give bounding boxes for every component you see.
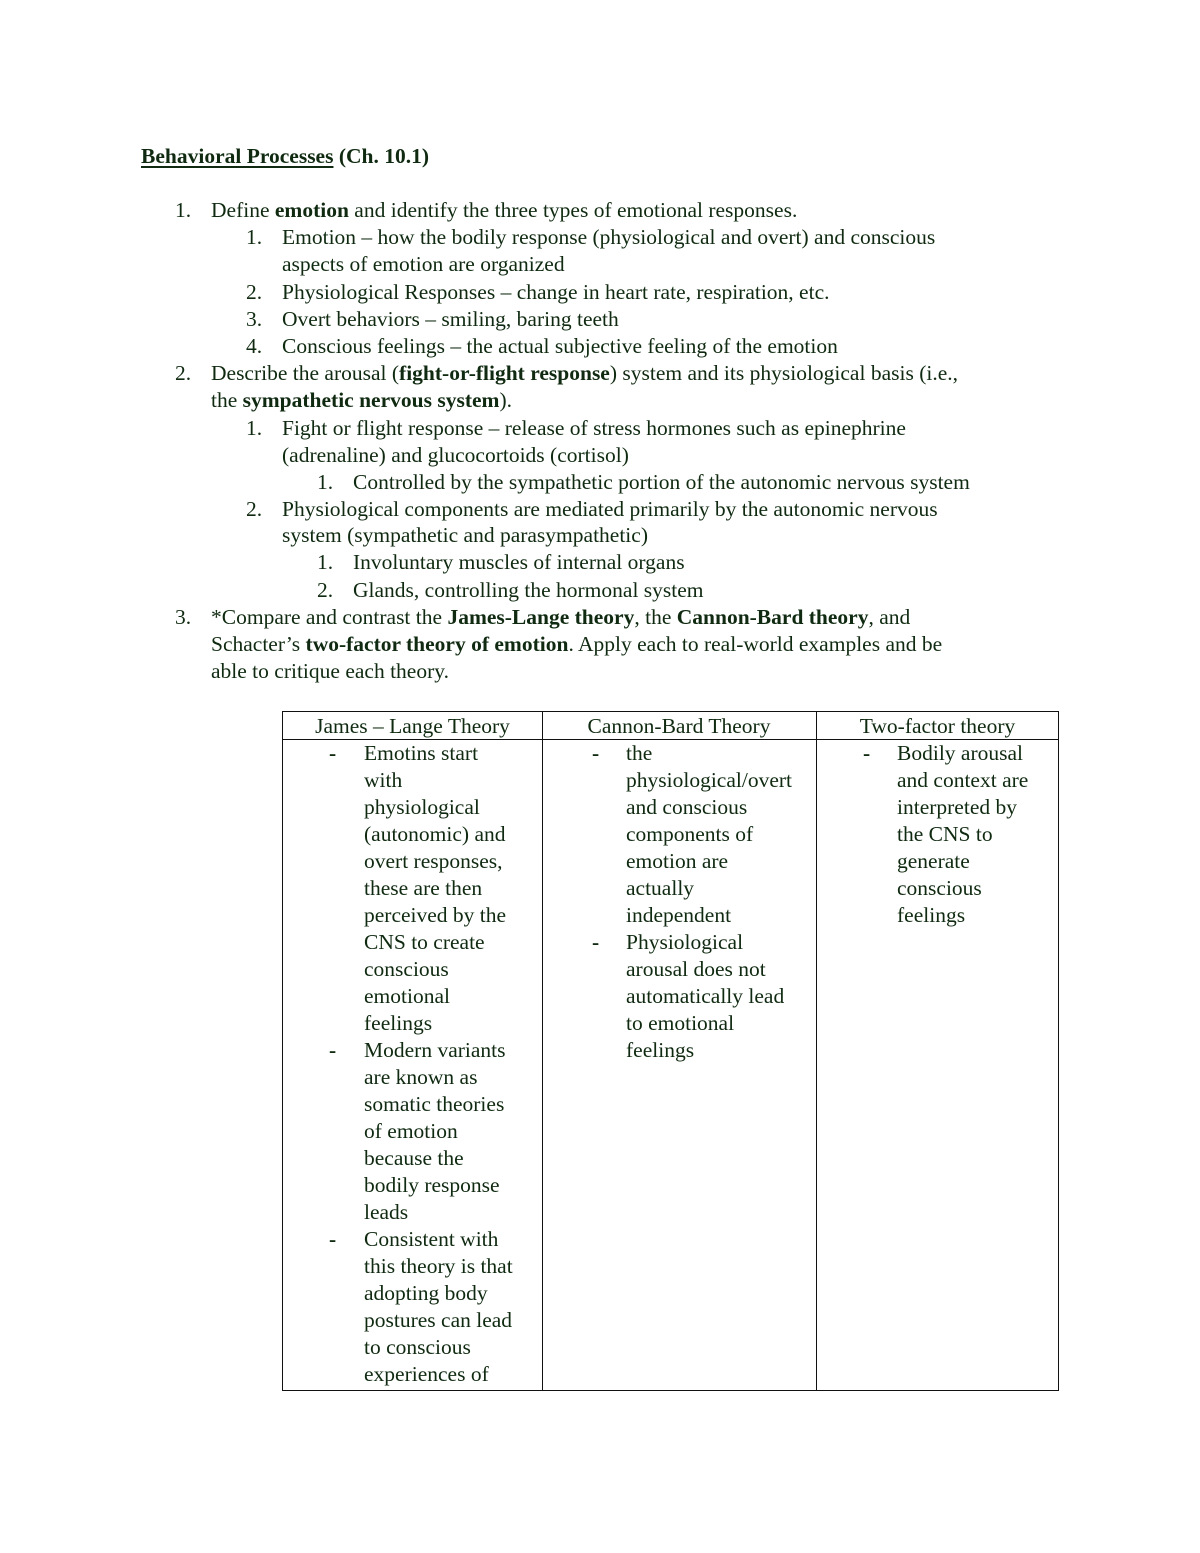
- q3-line2-pre: Schacter’s: [211, 632, 306, 656]
- q2-sub2-sub2-text: Glands, controlling the hormonal system: [353, 578, 704, 602]
- q1-bold-term: emotion: [274, 198, 349, 222]
- q1-sub2-number: 2.: [246, 280, 263, 304]
- table-header-cannon-bard: Cannon-Bard Theory: [587, 714, 771, 738]
- q2-sub2-line1: Physiological components are mediated primarily by the autonomic nervous: [282, 497, 938, 521]
- q2-line1-post: ) system and its physiological basis (i.e.,: [609, 361, 958, 385]
- col1-bullet-line: CNS to create: [364, 930, 485, 954]
- q2-line2-post: ).: [499, 388, 512, 412]
- col3-bullet-line: interpreted by: [897, 795, 1017, 819]
- col2-bullet-item: [626, 929, 784, 1064]
- q2-sub1-line1: Fight or flight response – release of stress hormones such as epinephrine: [282, 416, 906, 440]
- q1-text: [211, 197, 797, 224]
- page-title: [141, 143, 429, 170]
- q2-number: 2.: [175, 361, 192, 385]
- col3-bullet-line: and context are: [897, 768, 1029, 792]
- q1-sub3-number: 3.: [246, 307, 263, 331]
- col2-bullet-line: arousal does not: [626, 957, 766, 981]
- col2-bullet-dash: -: [592, 930, 600, 954]
- q3-bold-james-lange: James-Lange theory: [447, 605, 635, 629]
- col1-bullet-dash: -: [329, 1227, 337, 1251]
- q2-sub2-sub2-number: 2.: [317, 578, 334, 602]
- col1-bullet-line: adopting body: [364, 1281, 488, 1305]
- col2-bullet-line: and conscious: [626, 795, 748, 819]
- table-col-divider-2: [816, 712, 817, 1390]
- q1-sub1-line1: Emotion – how the bodily response (physiological and overt) and conscious: [282, 225, 936, 249]
- col3-bullet-line: the CNS to: [897, 822, 993, 846]
- col3-bullet-line: feelings: [897, 903, 966, 927]
- col1-bullet-line: (autonomic) and: [364, 822, 506, 846]
- col1-bullet-line: this theory is that: [364, 1254, 513, 1278]
- q1-sub1-line2: aspects of emotion are organized: [282, 252, 565, 276]
- col1-bullet-dash: -: [329, 741, 337, 765]
- col2-bullet-line: emotion are: [626, 849, 729, 873]
- col1-bullet-line: physiological: [364, 795, 480, 819]
- q1-sub4-text: Conscious feelings – the actual subjective feeling of the emotion: [282, 334, 838, 358]
- col1-bullet-line: overt responses,: [364, 849, 503, 873]
- q3-bold-two-factor: two-factor theory of emotion: [305, 632, 569, 656]
- q2-sub1-line2: (adrenaline) and glucocortoids (cortisol): [282, 443, 629, 467]
- q3-line1-pre: *Compare and contrast the: [211, 605, 448, 629]
- col1-bullet-line: feelings: [364, 1011, 433, 1035]
- col2-bullet-line: physiological/overt: [626, 768, 792, 792]
- title-chapter: (Ch. 10.1): [333, 144, 430, 168]
- q1-text-post: and identify the three types of emotional responses.: [348, 198, 798, 222]
- q2-sub2-sub1-number: 1.: [317, 550, 334, 574]
- col1-bullet-line: bodily response: [364, 1173, 500, 1197]
- col1-bullet-dash: -: [329, 1038, 337, 1062]
- col1-bullet-line: somatic theories: [364, 1092, 505, 1116]
- col2-bullet-dash: -: [592, 741, 600, 765]
- col3-bullet-line: Bodily arousal: [897, 741, 1023, 765]
- q1-sub3-text: Overt behaviors – smiling, baring teeth: [282, 307, 619, 331]
- col1-bullet-line: perceived by the: [364, 903, 507, 927]
- q3-line2-post: . Apply each to real-world examples and be: [568, 632, 943, 656]
- title-underlined: Behavioral Processes: [141, 144, 334, 168]
- q1-text-pre: Define: [211, 198, 275, 222]
- col2-bullet-line: Physiological: [626, 930, 744, 954]
- col2-bullet-line: independent: [626, 903, 732, 927]
- col1-bullet-line: are known as: [364, 1065, 478, 1089]
- table-header-two-factor: Two-factor theory: [859, 714, 1016, 738]
- col1-bullet-line: because the: [364, 1146, 464, 1170]
- table-col-divider-1: [542, 712, 543, 1390]
- q2-sub2-sub1-text: Involuntary muscles of internal organs: [353, 550, 685, 574]
- q1-number: 1.: [175, 198, 192, 222]
- q1-sub1-number: 1.: [246, 225, 263, 249]
- col1-bullet-line: leads: [364, 1200, 409, 1224]
- col3-bullet-line: conscious: [897, 876, 982, 900]
- q2-line1: [211, 360, 958, 387]
- col1-bullet-line: Emotins start: [364, 741, 479, 765]
- theory-comparison-table: [282, 711, 1059, 1391]
- col1-bullet-item: [364, 1037, 506, 1226]
- col1-bullet-item: [364, 1226, 513, 1388]
- q2-sub1-number: 1.: [246, 416, 263, 440]
- q2-sub2-line2: system (sympathetic and parasympathetic): [282, 523, 648, 547]
- q2-sub1-sub1-text: Controlled by the sympathetic portion of the autonomic nervous system: [353, 470, 970, 494]
- col1-bullet-line: to conscious: [364, 1335, 471, 1359]
- col2-bullet-line: to emotional: [626, 1011, 735, 1035]
- col1-bullet-line: these are then: [364, 876, 483, 900]
- q3-line1: [211, 604, 910, 631]
- q3-line1-post: , and: [868, 605, 911, 629]
- q1-sub4-number: 4.: [246, 334, 263, 358]
- col2-bullet-line: automatically lead: [626, 984, 785, 1008]
- col3-bullet-item: [897, 740, 1028, 929]
- col1-bullet-line: postures can lead: [364, 1308, 513, 1332]
- q2-sub2-number: 2.: [246, 497, 263, 521]
- q2-line2-pre: the: [211, 388, 243, 412]
- col1-bullet-line: conscious: [364, 957, 449, 981]
- q2-sub1-sub1-number: 1.: [317, 470, 334, 494]
- table-header-james-lange: James – Lange Theory: [315, 714, 510, 738]
- col1-bullet-line: emotional: [364, 984, 450, 1008]
- col1-bullet-line: Modern variants: [364, 1038, 506, 1062]
- q2-line2: [211, 387, 512, 414]
- col2-bullet-line: the: [626, 741, 653, 765]
- col1-bullet-line: with: [364, 768, 403, 792]
- col2-bullet-line: components of: [626, 822, 754, 846]
- q3-line2: [211, 631, 942, 658]
- col3-bullet-line: generate: [897, 849, 970, 873]
- q3-line1-mid: , the: [634, 605, 677, 629]
- col1-bullet-line: experiences of: [364, 1362, 489, 1386]
- col1-bullet-item: [364, 740, 506, 1037]
- q3-number: 3.: [175, 605, 192, 629]
- q2-line1-pre: Describe the arousal (: [211, 361, 400, 385]
- q2-line1-bold: fight-or-flight response: [399, 361, 610, 385]
- col2-bullet-item: [626, 740, 792, 929]
- col2-bullet-line: actually: [626, 876, 695, 900]
- col3-bullet-dash: -: [863, 741, 871, 765]
- q2-line2-bold: sympathetic nervous system: [242, 388, 500, 412]
- q3-bold-cannon-bard: Cannon-Bard theory: [676, 605, 869, 629]
- col2-bullet-line: feelings: [626, 1038, 695, 1062]
- col1-bullet-line: Consistent with: [364, 1227, 499, 1251]
- q3-line3: able to critique each theory.: [211, 659, 449, 683]
- q1-sub2-text: Physiological Responses – change in heart rate, respiration, etc.: [282, 280, 830, 304]
- col1-bullet-line: of emotion: [364, 1119, 458, 1143]
